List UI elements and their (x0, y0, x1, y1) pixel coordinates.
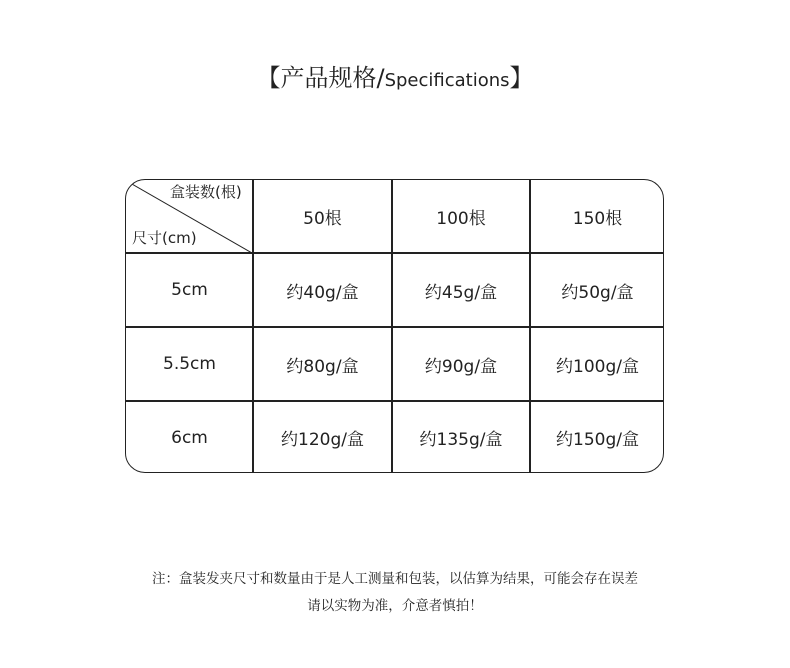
note-line-1: 注：盒装发夹尺寸和数量由于是人工测量和包装，以估算为结果，可能会存在误差 (152, 571, 638, 587)
table-cell: 约90g/盒 (424, 356, 498, 377)
column-header: 150根 (572, 209, 623, 229)
table-cell: 约50g/盒 (561, 282, 634, 303)
corner-header-count: 盒装数(根) (170, 183, 242, 201)
table-cell: 约80g/盒 (286, 356, 359, 377)
row-header: 5.5cm (163, 354, 216, 374)
title-en: Specifications (384, 70, 510, 91)
title-cn: 【产品规格/ (256, 64, 385, 92)
page-title (0, 58, 790, 93)
table-cell: 约135g/盒 (419, 430, 503, 450)
table-cell: 约40g/盒 (286, 282, 359, 303)
table-cell: 约45g/盒 (424, 282, 498, 303)
row-header: 5cm (171, 280, 208, 300)
table-cell: 约150g/盒 (556, 430, 639, 450)
row-header: 6cm (171, 427, 208, 448)
column-header: 100根 (436, 209, 486, 229)
corner-header-size: 尺寸(cm) (132, 229, 197, 247)
column-header: 50根 (303, 209, 342, 229)
table-cell: 约120g/盒 (281, 430, 364, 450)
table-cell: 约100g/盒 (556, 356, 639, 377)
spec-table (125, 179, 664, 473)
note-line-2: 请以实物为准，介意者慎拍！ (307, 598, 483, 614)
title-close: 】 (509, 64, 534, 92)
